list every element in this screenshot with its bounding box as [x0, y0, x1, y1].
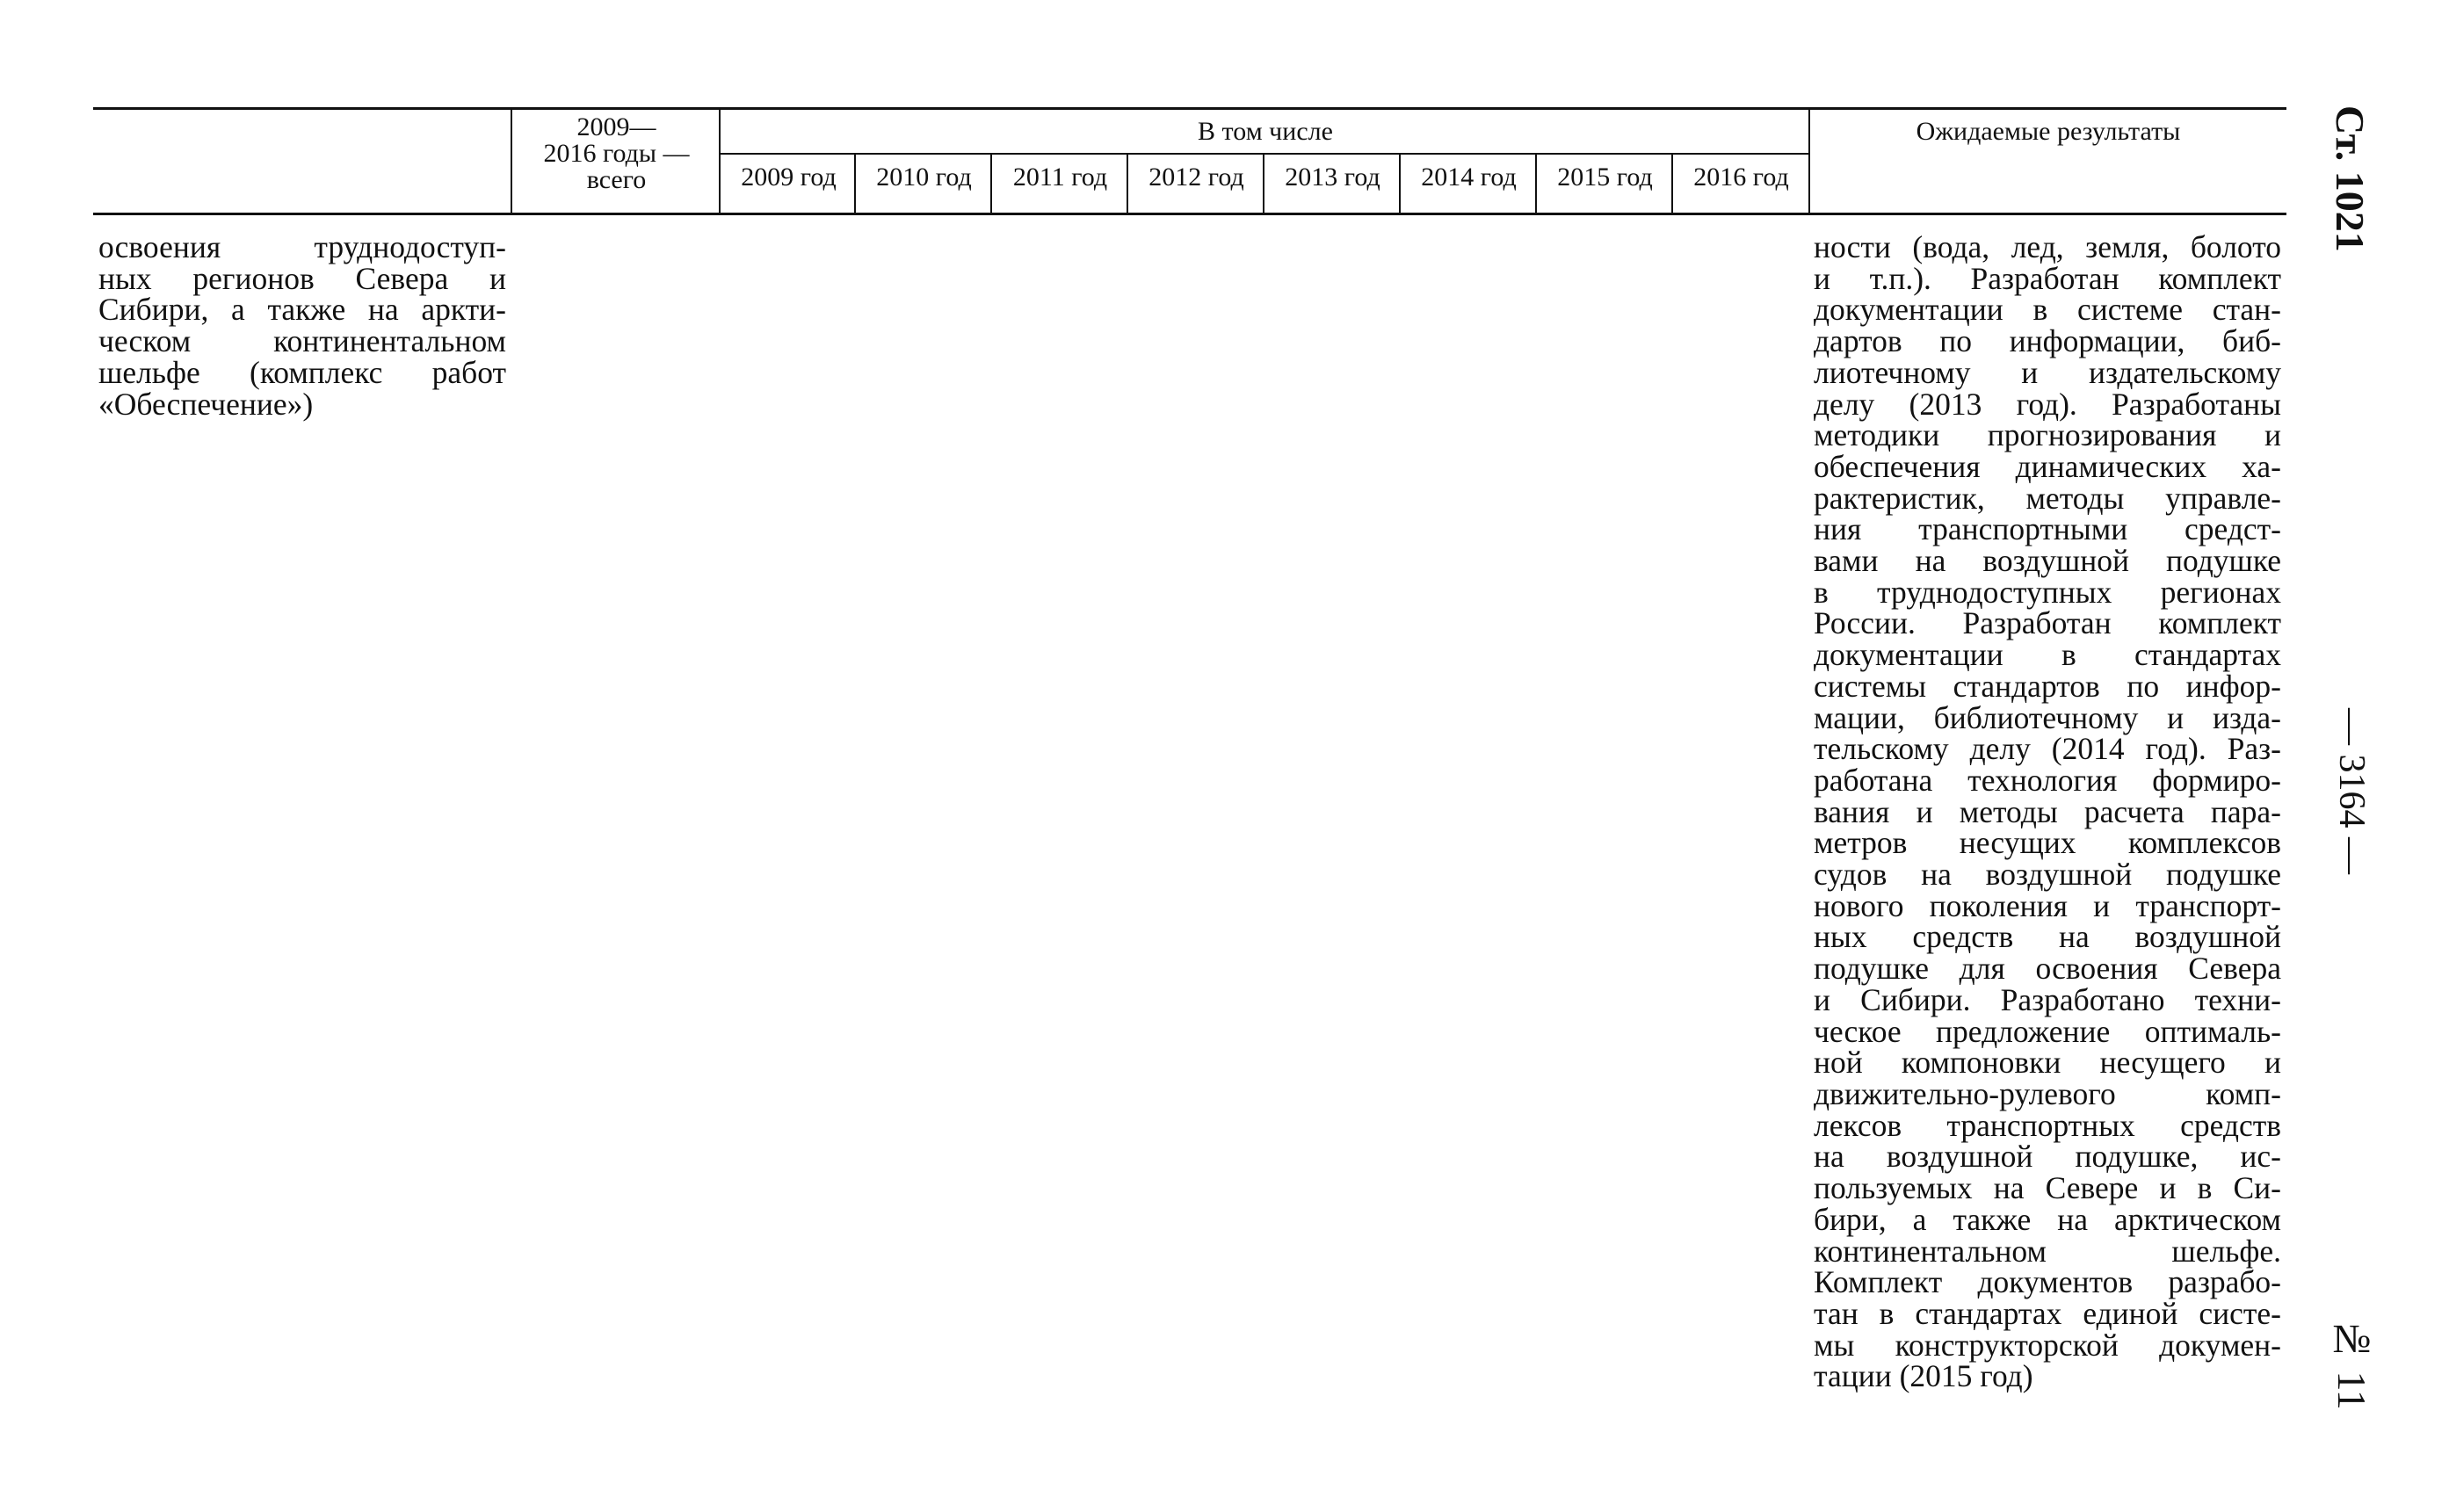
text-line: «Обеспечение») [98, 386, 314, 422]
text-line: вами на воздушной подушке [1814, 543, 2281, 579]
expected-results-cell [1814, 229, 2281, 1394]
text-line: и т.п.). Разработан комплект [1814, 260, 2281, 296]
text-line: освоения труднодоступ- [98, 229, 506, 264]
year-header-2011: 2011 год [1012, 163, 1108, 192]
text-line: мы конструкторской докумен- [1814, 1327, 2281, 1363]
text-line: делу (2013 год). Разработаны [1814, 386, 2281, 422]
year-header-2016: 2016 год [1693, 163, 1789, 192]
page-number: — 3164 — [2331, 708, 2372, 874]
text-line: системы стандартов по инфор- [1814, 668, 2281, 704]
text-line: ных средств на воздушной [1814, 919, 2281, 955]
text-line: лексов транспортных средств [1814, 1107, 2281, 1143]
expected-results-header: Ожидаемые результаты [1916, 117, 2181, 146]
text-line: метров несущих комплексов [1814, 825, 2281, 861]
text-line: мации, библиотечному и изда- [1814, 699, 2281, 735]
text-line: обеспечения динамических ха- [1814, 448, 2281, 484]
text-line: рактеристик, методы управле- [1814, 480, 2281, 516]
text-line: работана технология формиро- [1814, 762, 2281, 798]
text-line: тации (2015 год) [1814, 1358, 2033, 1394]
article-number: Ст. 1021 [2328, 105, 2373, 252]
text-line: документации в системе стан- [1814, 292, 2281, 328]
year-header-2013: 2013 год [1285, 163, 1380, 192]
including-header: В том числе [1198, 117, 1333, 146]
text-line: ности (вода, лед, земля, болото [1814, 229, 2281, 264]
years-subheader-rule [721, 153, 1810, 155]
text-line: ных регионов Севера и [98, 260, 506, 296]
total-header-line: 2016 годы — [543, 139, 690, 168]
text-line: шельфе (комплекс работ [98, 354, 506, 390]
year-header-2014: 2014 год [1421, 163, 1517, 192]
text-line: документации в стандартах [1814, 637, 2281, 673]
text-line: на воздушной подушке, ис- [1814, 1139, 2281, 1175]
total-header-line: всего [586, 165, 647, 194]
text-line: тан в стандартах единой систе- [1814, 1295, 2281, 1331]
text-line: ческое предложение оптималь- [1814, 1013, 2281, 1049]
text-line: вания и методы расчета пара- [1814, 793, 2281, 829]
table-top-rule [93, 107, 2286, 110]
text-line: континентальном шельфе. [1814, 1233, 2281, 1269]
year-header-2015: 2015 год [1557, 163, 1653, 192]
text-line: дартов по информации, биб- [1814, 323, 2281, 359]
year-header-2010: 2010 год [876, 163, 972, 192]
text-line: методики прогнозирования и [1814, 417, 2281, 453]
text-line: в труднодоступных регионах [1814, 574, 2281, 610]
text-line: движительно-рулевого комп- [1814, 1075, 2281, 1111]
year-header-2009: 2009 год [741, 163, 837, 192]
text-line: Комплект документов разрабо- [1814, 1264, 2281, 1300]
year-header-2012: 2012 год [1148, 163, 1244, 192]
text-line: ния транспортными средст- [1814, 511, 2281, 547]
issue-number: № 11 [2329, 1316, 2374, 1410]
text-line: бири, а также на арктическом [1814, 1201, 2281, 1237]
text-line: ной компоновки несущего и [1814, 1045, 2281, 1081]
text-line: пользуемых на Севере и в Си- [1814, 1170, 2281, 1206]
text-line: лиотечному и издательскому [1814, 354, 2281, 390]
text-line: России. Разработан комплект [1814, 605, 2281, 641]
text-line: Сибири, а также на аркти- [98, 292, 506, 328]
text-line: нового поколения и транспорт- [1814, 887, 2281, 923]
total-header-line: 2009— [576, 112, 656, 141]
text-line: ческом континентальном [98, 323, 506, 359]
text-line: судов на воздушной подушке [1814, 857, 2281, 893]
text-line: и Сибири. Разработано техни- [1814, 981, 2281, 1017]
total-years-header [512, 114, 721, 193]
text-line: тельскому делу (2014 год). Раз- [1814, 731, 2281, 767]
task-description-cell [98, 229, 506, 422]
text-line: подушке для освоения Севера [1814, 951, 2281, 987]
table-header-bottom-rule [93, 213, 2286, 215]
